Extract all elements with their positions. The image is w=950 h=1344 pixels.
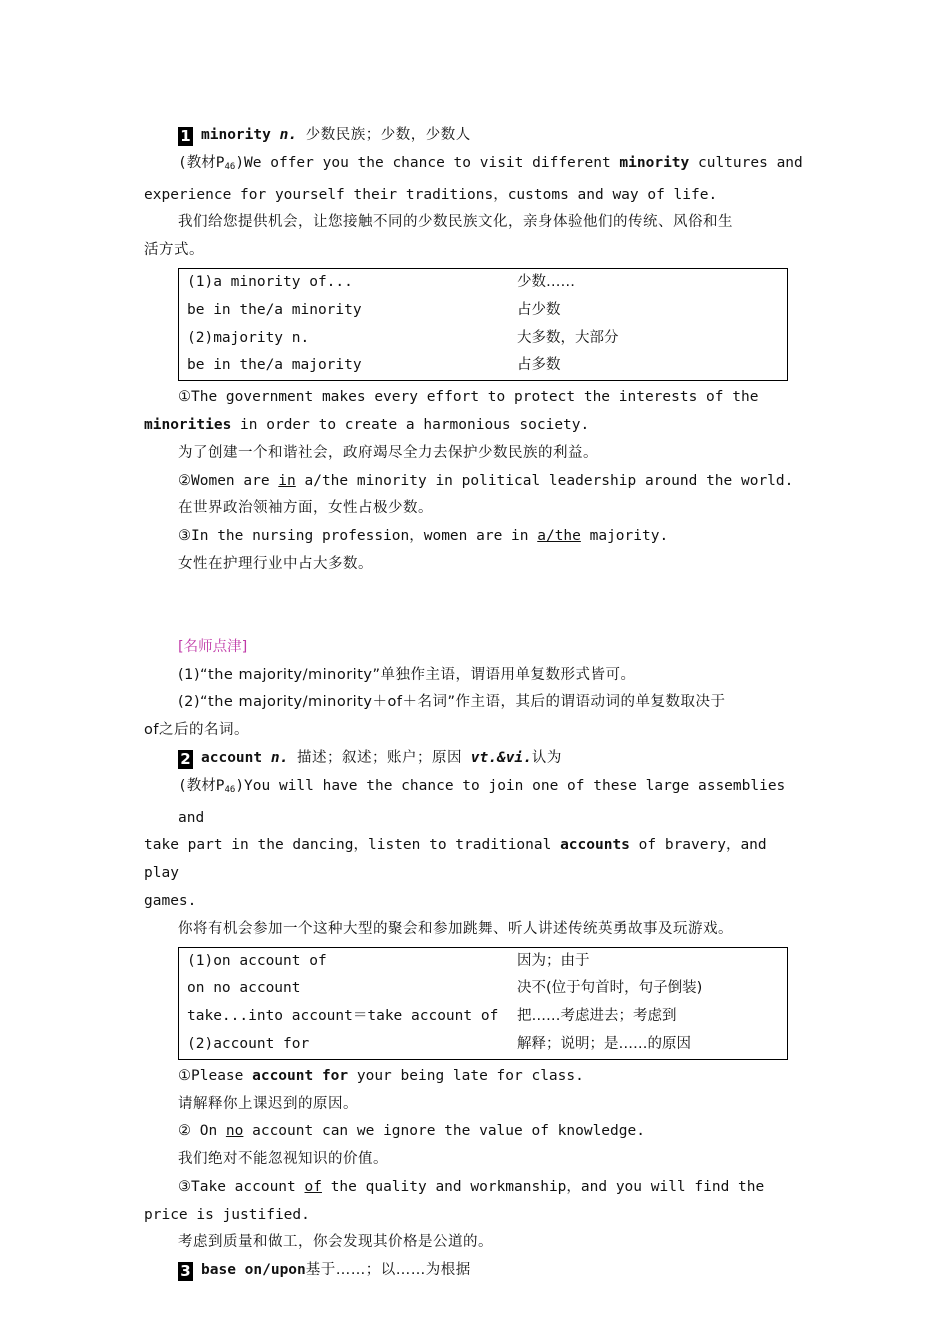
entry-number: 1 xyxy=(178,127,193,146)
example-text: cultures and xyxy=(689,154,803,171)
meaning: 认为 xyxy=(531,749,562,766)
translation: 我们给您提供机会，让您接触不同的少数民族文化，亲身体验他们的传统、风俗和生 xyxy=(178,214,733,231)
headword: account xyxy=(201,749,263,766)
sentence-1-translation: 请解释你上课迟到的原因。 xyxy=(178,1095,358,1112)
sentence-2-translation: 在世界政治领袖方面，女性占极少数。 xyxy=(178,500,433,517)
textbook-example xyxy=(144,150,804,182)
table-row: take...into account＝take account of 把……考虑进去；考虑到 xyxy=(187,1008,677,1025)
sentence-2: ② On no account can we ignore the value of knowledge. xyxy=(178,1123,645,1140)
entry-number: 2 xyxy=(178,750,193,769)
table-row: (1)on account of 因为；由于 xyxy=(187,952,590,969)
entry-3-heading xyxy=(144,1257,804,1285)
sentence-1-translation: 为了创建一个和谐社会，政府竭尽全力去保护少数民族的利益。 xyxy=(178,444,598,461)
table-row: (1)a minority of... 少数…… xyxy=(187,273,575,290)
meaning: 描述；叙述；账户；原因 xyxy=(297,749,463,766)
entry-1-heading xyxy=(144,122,804,150)
sentence-2: ②Women are in a/the minority in political leadership around the world. xyxy=(178,472,794,489)
part-of-speech: n. xyxy=(270,749,289,766)
translation: 你将有机会参加一个这种大型的聚会和参加跳舞、听人讲述传统英勇故事及玩游戏。 xyxy=(178,920,733,937)
blank-answer: of xyxy=(304,1178,322,1195)
tip-line: (1)“the majority/minority”单独作主语，谓语用单复数形式皆可。 xyxy=(178,666,636,683)
keyword: account for xyxy=(252,1067,349,1084)
tip-line: (2)“the majority/minority＋of＋名词”作主语，其后的谓语动词的单复数取决于 xyxy=(178,694,726,711)
part-of-speech: vt.&vi. xyxy=(470,749,532,766)
tip-line: of之后的名词。 xyxy=(144,722,249,739)
blank-answer: in xyxy=(278,472,296,489)
entry-number: 3 xyxy=(178,1262,193,1281)
blank-answer: no xyxy=(225,1123,244,1140)
sentence-3-cont: price is justified. xyxy=(144,1206,310,1223)
sentence-3-translation: 考虑到质量和做工，你会发现其价格是公道的。 xyxy=(178,1234,493,1251)
meaning: 基于……；以……为根据 xyxy=(305,1262,471,1279)
spacer xyxy=(144,579,804,634)
sentence-3-translation: 女性在护理行业中占大多数。 xyxy=(178,555,373,572)
sentence-2-translation: 我们绝对不能忽视知识的价值。 xyxy=(178,1151,388,1168)
headword: minority xyxy=(201,127,271,143)
example-line: experience for yourself their traditions，customs and way of life. xyxy=(144,186,718,203)
phrase-table xyxy=(178,268,788,381)
table-row: be in the/a majority 占多数 xyxy=(187,357,561,374)
table-row: (2)account for 解释；说明；是……的原因 xyxy=(187,1035,691,1052)
table-row: (2)majority n. 大多数，大部分 xyxy=(187,329,619,346)
translation: 活方式。 xyxy=(144,242,204,259)
example-line: take part in the dancing，listen to traditional accounts of bravery，and play xyxy=(144,837,767,882)
entry-2-heading xyxy=(144,745,804,773)
source-label: (教材P xyxy=(178,154,225,171)
sentence-1: ①Please account for your being late for class. xyxy=(178,1067,584,1084)
part-of-speech: n. xyxy=(279,127,298,143)
sentence-1: ①The government makes every effort to protect the interests of the xyxy=(178,389,759,406)
keyword: minority xyxy=(619,154,690,171)
sentence-3: ③Take account of the quality and workmanship，and you will find the xyxy=(178,1178,765,1195)
example-line: games. xyxy=(144,892,197,909)
sentence-1-cont: minorities in order to create a harmonious society. xyxy=(144,416,590,433)
document-page xyxy=(144,122,804,1285)
phrase-table xyxy=(178,947,788,1060)
table-row: be in the/a minority 占少数 xyxy=(187,301,561,318)
meaning: 少数民族；少数，少数人 xyxy=(305,127,471,143)
table-row: on no account 决不(位于句首时，句子倒装) xyxy=(187,980,703,997)
textbook-example: (教材$P_{46})You$ will have the chance to join one of these large assemblies and xyxy=(178,777,786,826)
sentence-3: ③In the nursing profession，women are in a/the majority. xyxy=(178,528,669,545)
example-text: )We offer you the chance to visit different xyxy=(235,154,620,171)
keyword: accounts xyxy=(560,837,630,854)
tip-title: [名师点津] xyxy=(178,638,248,655)
headword: base on/upon xyxy=(201,1262,306,1279)
blank-answer: a/the xyxy=(537,528,581,545)
page-subscript: 46 xyxy=(224,161,236,172)
